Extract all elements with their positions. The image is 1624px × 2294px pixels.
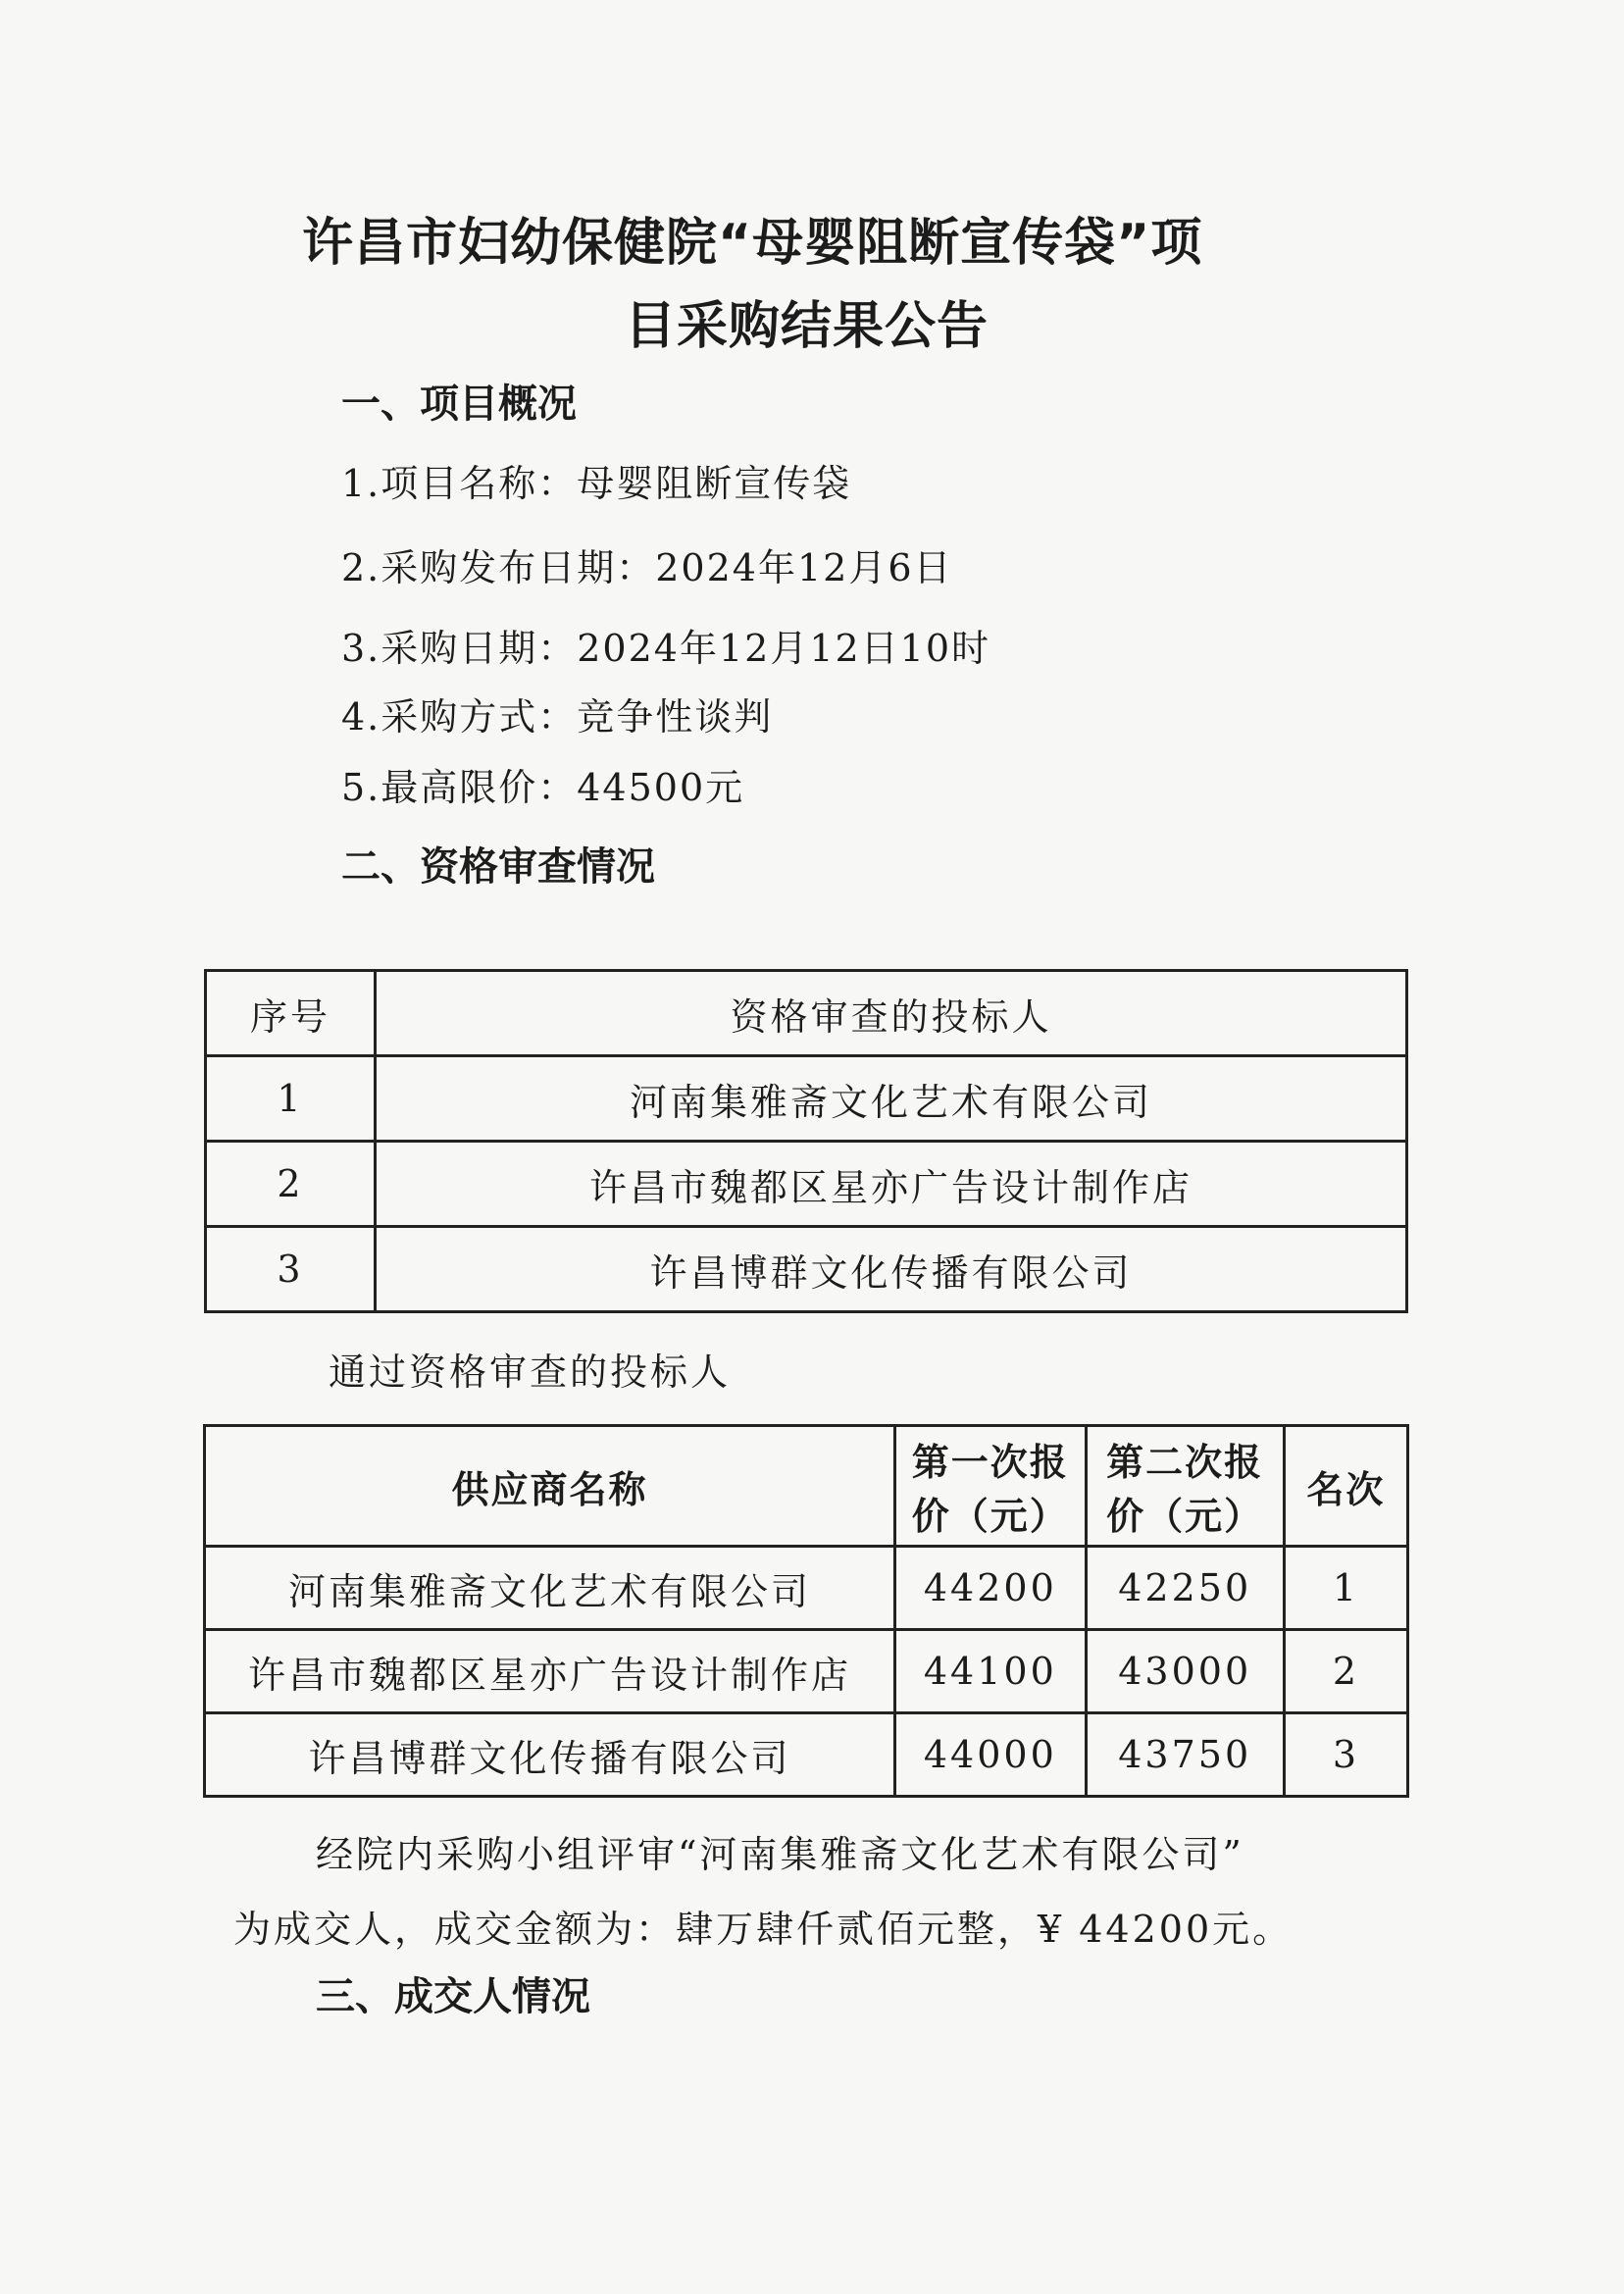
table-row	[206, 1056, 1407, 1142]
table-row	[205, 1547, 1408, 1630]
item-purchase-method: 4.采购方式：竞争性谈判	[341, 695, 774, 739]
result-text-line-2: 为成交人，成交金额为：肆万肆仟贰佰元整，¥ 44200元。	[233, 1908, 1294, 1951]
qualification-table	[204, 969, 1408, 1313]
cell-first-quote: 44000	[895, 1713, 1086, 1797]
table-row	[206, 1142, 1407, 1227]
cell-rank: 1	[1284, 1547, 1407, 1630]
cell-second-quote: 42250	[1086, 1547, 1284, 1630]
cell-supplier: 许昌博群文化传播有限公司	[205, 1713, 895, 1797]
title-line-1: 许昌市妇幼保健院“母婴阻断宣传袋”项	[302, 214, 1203, 273]
table-header-row	[206, 971, 1407, 1056]
section1-heading: 一、项目概况	[341, 382, 577, 427]
header-first-quote: 第一次报价（元）	[895, 1426, 1086, 1547]
header-bidder: 资格审查的投标人	[376, 971, 1407, 1056]
cell-bidder: 许昌市魏都区星亦广告设计制作店	[376, 1142, 1407, 1227]
cell-second-quote: 43750	[1086, 1713, 1284, 1797]
result-text-line-1: 经院内采购小组评审“河南集雅斋文化艺术有限公司”	[316, 1833, 1244, 1876]
cell-bidder: 许昌博群文化传播有限公司	[376, 1227, 1407, 1312]
cell-seq: 1	[206, 1056, 376, 1142]
table-row	[205, 1713, 1408, 1797]
title-line-2: 目采购结果公告	[625, 297, 990, 356]
header-supplier: 供应商名称	[205, 1426, 895, 1547]
header-seq: 序号	[206, 971, 376, 1056]
header-second-quote: 第二次报价（元）	[1086, 1426, 1284, 1547]
item-purchase-date: 3.采购日期：2024年12月12日10时	[341, 627, 991, 670]
header-rank: 名次	[1284, 1426, 1407, 1547]
cell-rank: 3	[1284, 1713, 1407, 1797]
table-header-row	[205, 1426, 1408, 1547]
item-publish-date: 2.采购发布日期：2024年12月6日	[341, 546, 953, 589]
cell-first-quote: 44100	[895, 1630, 1086, 1713]
cell-rank: 2	[1284, 1630, 1407, 1713]
cell-bidder: 河南集雅斋文化艺术有限公司	[376, 1056, 1407, 1142]
quotation-table	[203, 1424, 1409, 1798]
cell-seq: 2	[206, 1142, 376, 1227]
section2-heading: 二、资格审查情况	[341, 844, 655, 890]
cell-supplier: 河南集雅斋文化艺术有限公司	[205, 1547, 895, 1630]
cell-seq: 3	[206, 1227, 376, 1312]
cell-first-quote: 44200	[895, 1547, 1086, 1630]
item-project-name: 1.项目名称：母婴阻断宣传袋	[341, 462, 852, 505]
cell-second-quote: 43000	[1086, 1630, 1284, 1713]
item-max-price: 5.最高限价：44500元	[341, 766, 745, 809]
table-row	[205, 1630, 1408, 1713]
passed-bidders-label: 通过资格审查的投标人	[329, 1351, 732, 1394]
cell-supplier: 许昌市魏都区星亦广告设计制作店	[205, 1630, 895, 1713]
table-row	[206, 1227, 1407, 1312]
section3-heading: 三、成交人情况	[316, 1974, 590, 2019]
